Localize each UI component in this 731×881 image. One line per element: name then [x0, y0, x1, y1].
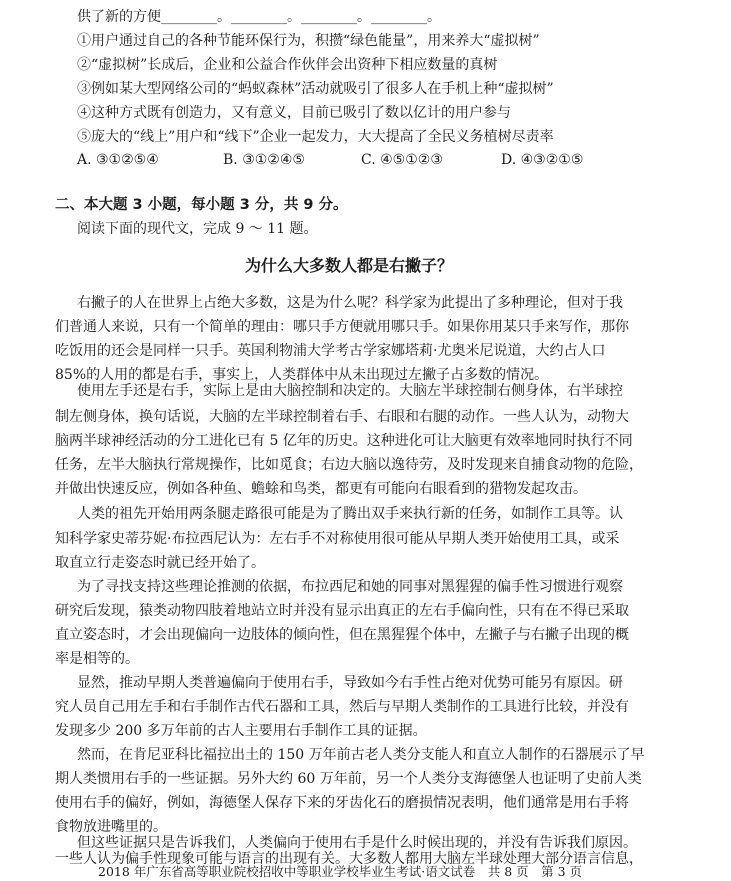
article-line: 知科学家史蒂芬妮·布拉西尼认为：左右手不对称使用很可能从早期人类开始使用工具，或采	[55, 531, 620, 547]
article-line: 吃饭用的还会是同样一只手。英国利物浦大学考古学家娜塔莉·尤奥米尼说道，大约占人口	[55, 343, 606, 359]
article-line: 制左侧身体，换句话说，大脑的左半球控制着右手、右眼和右腿的动作。一些人认为，动物大	[55, 409, 629, 425]
sentence-item-5: ⑤庞大的“线上”用户和“线下”企业一起发力，大大提高了全民义务植树尽责率	[77, 129, 554, 145]
article-title: 为什么大多数人都是右撇子？	[245, 256, 454, 275]
sentence-item-3: ③例如某大型网络公司的“蚂蚁森林”活动就吸引了很多人在手机上种“虚拟树”	[77, 81, 554, 97]
article-line: 期人类惯用右手的一些证据。另外大约 60 万年前，另一个人类分支海德堡人也证明了史前人类	[55, 771, 642, 787]
article-line: 脑两半球神经活动的分工进化已有 5 亿年的历史。这种进化可让大脑更有效率地同时执行不同	[55, 433, 633, 449]
question-stem-tail: 供了新的方便________。________。________。________。	[77, 9, 441, 25]
article-line: 一些人认为偏手性现象可能与语言的出现有关。大多数人都用大脑左半球处理大部分语言信息，	[55, 851, 643, 867]
article-line: 使用右手的偏好，例如，海德堡人保存下来的牙齿化石的磨损情况表明，他们通常是用右手将	[55, 795, 629, 811]
article-line: 使用左手还是右手，实际上是由大脑控制和决定的。大脑左半球控制右侧身体，右半球控	[77, 383, 623, 399]
article-line: 人类的祖先开始用两条腿走路很可能是为了腾出双手来执行新的任务，如制作工具等。认	[77, 506, 623, 522]
sentence-item-2: ②“虚拟树”长成后，企业和公益合作伙伴会出资种下相应数量的真树	[77, 57, 498, 73]
article-line: 率是相等的。	[55, 651, 139, 667]
article-line: 发现多少 200 多万年前的古人主要用右手制作工具的证据。	[55, 723, 427, 739]
article-line: 们普通人来说，只有一个简单的理由：哪只手方便就用哪只手。如果你用某只手来写作，那你	[55, 319, 629, 335]
article-line: 85%的人用的都是右手，事实上，人类群体中从未出现过左撇子占多数的情况。	[55, 367, 549, 383]
article-line: 任务，左半大脑执行常规操作，比如觅食；右边大脑以逸待劳，及时发现来自捕食动物的危险，	[55, 457, 643, 473]
article-line: 研究后发现，猿类动物四肢着地站立时并没有显示出真正的左右手偏向性，只有在不得已采取	[55, 603, 629, 619]
article-line: 右撇子的人在世界上占绝大多数，这是为什么呢？科学家为此提出了多种理论，但对于我	[77, 295, 623, 311]
article-line: 究人员自己用左手和右手制作古代石器和工具，然后与早期人类制作的工具进行比较，并没有	[55, 699, 629, 715]
section-instruction: 阅读下面的现代文，完成 9 ～ 11 题。	[77, 221, 318, 237]
sentence-item-1: ①用户通过自己的各种节能环保行为，积攒“绿色能量”，用来养大“虚拟树”	[77, 33, 540, 49]
article-line: 但这些证据只是告诉我们，人类偏向于使用右手是什么时候出现的，并没有告诉我们原因。	[77, 835, 637, 851]
option-b: B. ③①②④⑤	[223, 152, 305, 168]
article-line: 显然，推动早期人类普遍偏向于使用右手，导致如今右手性占绝对优势可能另有原因。研	[77, 675, 623, 691]
article-line: 为了寻找支持这些理论推测的依据，布拉西尼和她的同事对黑猩猩的偏手性习惯进行观察	[77, 579, 623, 595]
option-c: C. ④⑤①②③	[361, 152, 443, 168]
article-line: 然而，在肯尼亚科比福拉出土的 150 万年前古老人类分支能人和直立人制作的石器展示了早	[77, 747, 645, 763]
section-heading: 二、本大题 3 小题，每小题 3 分，共 9 分。	[55, 197, 348, 213]
article-line: 并做出快速反应，例如各种鱼、蟾蜍和鸟类，都更有可能向右眼看到的猎物发起攻击。	[55, 481, 587, 497]
option-d: D. ④③②①⑤	[501, 152, 584, 168]
article-line: 直立姿态时，才会出现偏向一边肢体的倾向性，但在黑猩猩个体中，左撇子与右撇子出现的概	[55, 627, 629, 643]
page-footer: 2018 年广东省高等职业院校招收中等职业学校毕业生考试·语文试卷 共 8 页 第 3 页	[98, 864, 583, 879]
sentence-item-4: ④这种方式既有创造力，又有意义，目前已吸引了数以亿计的用户参与	[77, 105, 511, 121]
option-a: A. ③①②⑤④	[77, 152, 159, 168]
article-line: 取直立行走姿态时就已经开始了。	[55, 555, 265, 571]
article-line: 食物放进嘴里的。	[55, 819, 167, 835]
